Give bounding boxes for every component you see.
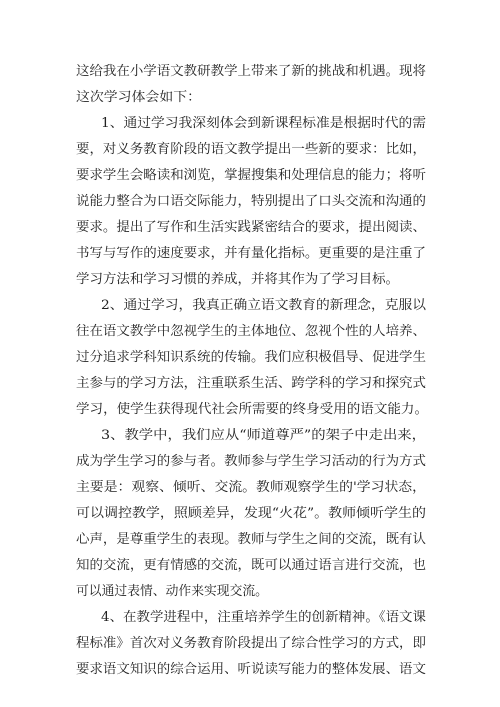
text-line (0, 553, 500, 579)
text-line (0, 475, 500, 501)
text-line-content: 可以通过表情、动作来实现交流。 (76, 584, 268, 599)
text-line-content: 知的交流，更有情感的交流，既可以通过语言进行交流，也 (76, 558, 426, 573)
text-line (0, 59, 500, 85)
text-line-content: 要，对义务教育阶段的语文教学提出一些新的要求：比如， (76, 142, 426, 157)
text-line (0, 267, 500, 293)
text-line (0, 163, 500, 189)
text-line-content: 往在语文教学中忽视学生的主体地位、忽视个性的人培养、 (76, 324, 426, 339)
text-line-content: 过分追求学科知识系统的传输。我们应积极倡导、促进学生 (76, 350, 426, 365)
text-line-content: 2、通过学习，我真正确立语文教育的新理念，克服以 (101, 298, 426, 313)
text-line (0, 215, 500, 241)
text-line-content: 成为学生学习的参与者。教师参与学生学习活动的行为方式 (76, 454, 426, 469)
text-line (0, 631, 500, 657)
text-line-content: 要求学生会略读和浏览，掌握搜集和处理信息的能力；将听 (76, 168, 426, 183)
text-line (0, 319, 500, 345)
text-line-content: 要求语文知识的综合运用、听说读写能力的整体发展、语文 (76, 662, 426, 677)
text-line (0, 189, 500, 215)
text-line (0, 85, 500, 111)
text-line-content: 主要是：观察、倾听、交流。教师观察学生的'学习状态， (76, 480, 426, 495)
text-line (0, 345, 500, 371)
text-line (0, 137, 500, 163)
text-line (0, 397, 500, 423)
text-line-content: 3、教学中，我们应从“师道尊严”的架子中走出来， (101, 428, 426, 443)
text-line-content: 学习方法和学习习惯的养成，并将其作为了学习目标。 (76, 272, 399, 287)
text-line-content: 主参与的学习方法，注重联系生活、跨学科的学习和探究式 (76, 376, 426, 391)
text-line (0, 423, 500, 449)
text-line-content: 4、在教学进程中，注重培养学生的创新精神。《语文课 (101, 610, 426, 625)
text-line (0, 241, 500, 267)
text-line (0, 501, 500, 527)
text-line (0, 449, 500, 475)
text-line-content: 心声，是尊重学生的表现。教师与学生之间的交流，既有认 (76, 532, 426, 547)
text-line-content: 1、通过学习我深刻体会到新课程标准是根据时代的需 (101, 116, 426, 131)
text-line (0, 657, 500, 683)
text-line-content: 学习，使学生获得现代社会所需要的终身受用的语文能力。 (76, 402, 428, 417)
text-line-content: 这给我在小学语文教研教学上带来了新的挑战和机遇。现将 (76, 64, 426, 79)
text-line-content: 可以调控教学，照顾差异，发现“火花”。教师倾听学生的 (76, 506, 426, 521)
text-line-content: 书写与写作的速度要求，并有量化指标。更重要的是注重了 (76, 246, 426, 261)
text-line-content: 要求。提出了写作和生活实践紧密结合的要求，提出阅读、 (76, 220, 426, 235)
text-line-content: 这次学习体会如下： (76, 90, 201, 105)
text-line (0, 293, 500, 319)
text-line (0, 111, 500, 137)
text-line (0, 579, 500, 605)
text-line (0, 371, 500, 397)
text-line-content: 说能力整合为口语交际能力，特别提出了口头交流和沟通的 (76, 194, 426, 209)
text-line (0, 527, 500, 553)
text-line (0, 605, 500, 631)
text-line-content: 程标准》首次对义务教育阶段提出了综合性学习的方式，即 (76, 636, 426, 651)
